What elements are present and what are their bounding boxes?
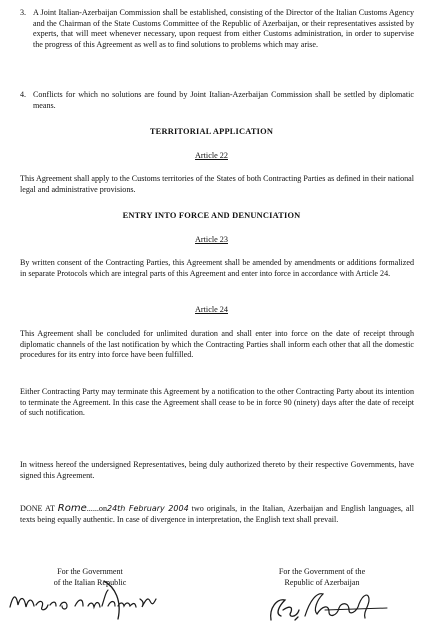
done-on: on (98, 504, 107, 513)
territorial-heading: TERRITORIAL APPLICATION (149, 127, 274, 136)
witness-paragraph: In witness hereof the undersigned Representatives, being duly authorized thereto by their respective Governments, have signed this Agreement. (20, 460, 414, 480)
azerbaijan-handwritten-signature (255, 580, 405, 632)
done-place: Rome (57, 503, 87, 514)
done-suffix: two originals, in the Italian, Azerbaijan and English languages, all texts being equally authentic. In case of divergence in interpretation, the English text shall prevail. (20, 504, 414, 524)
italy-line-2: of the Italian Republic (53, 577, 127, 587)
article-24-paragraph-1: This Agreement shall be concluded for unlimited duration and shall enter into force on the date of receipt through diplomatic channels of the last notification by which the Contracting Parties shall inform each other that all the domestic procedures for its entry into force have been fulfilled. (20, 329, 414, 360)
italy-line-1: For the Government (57, 567, 123, 576)
article-24-paragraph-2: Either Contracting Party may terminate this Agreement by a notification to the other Contracting Party about its intention to terminate the Agreement. In this case the Agreement shall cease to be in force 90 (ninety) days after the date of receipt of such notification. (20, 387, 414, 418)
done-prefix: DONE AT (20, 504, 55, 513)
article-23-title: Article 23 (195, 235, 228, 244)
article-24-title: Article 24 (195, 305, 228, 314)
done-date: 24th February 2004 (106, 504, 189, 513)
azerbaijan-line-2: Republic of Azerbaijan (284, 577, 360, 587)
article-23-text: By written consent of the Contracting Parties, this Agreement shall be amended by amendments or additions formalized in separate Protocols which are integral parts of this Agreement and enter into force in accordance with Article 24. (20, 258, 414, 278)
entry-heading: ENTRY INTO FORCE AND DENUNCIATION (122, 211, 301, 220)
item-4 (20, 90, 414, 111)
item-4-number: 4. (20, 90, 27, 99)
azerbaijan-line-1: For the Government of the (278, 567, 366, 576)
done-at-paragraph: DONE AT Rome......on24th February 2004 two originals, in the Italian, Azerbaijan and English languages, all texts being equally authentic. In case of divergence in interpretation, the English text shall prevail. (20, 503, 414, 524)
item-3-text: A Joint Italian-Azerbaijan Commission shall be established, consisting of the Director of the Italian Customs Agency and the Chairman of the State Customs Committee of the Republic of Azerbaijan, or their representatives assisted by experts, that will meet whenever necessary, upon request from either Customs administration, in order to supervise the progress of this Agreement as well as to find solutions to problems which may arise. (33, 8, 414, 49)
article-22-title: Article 22 (195, 151, 228, 160)
item-4-text: Conflicts for which no solutions are found by Joint Italian-Azerbaijan Commission shall be settled by diplomatic means. (33, 90, 414, 110)
item-3-number: 3. (20, 8, 27, 17)
article-22-text: This Agreement shall apply to the Customs territories of the States of both Contracting Parties as defined in their national legal and administrative provisions. (20, 174, 414, 194)
italy-handwritten-signature (0, 575, 190, 625)
item-3 (20, 8, 414, 50)
